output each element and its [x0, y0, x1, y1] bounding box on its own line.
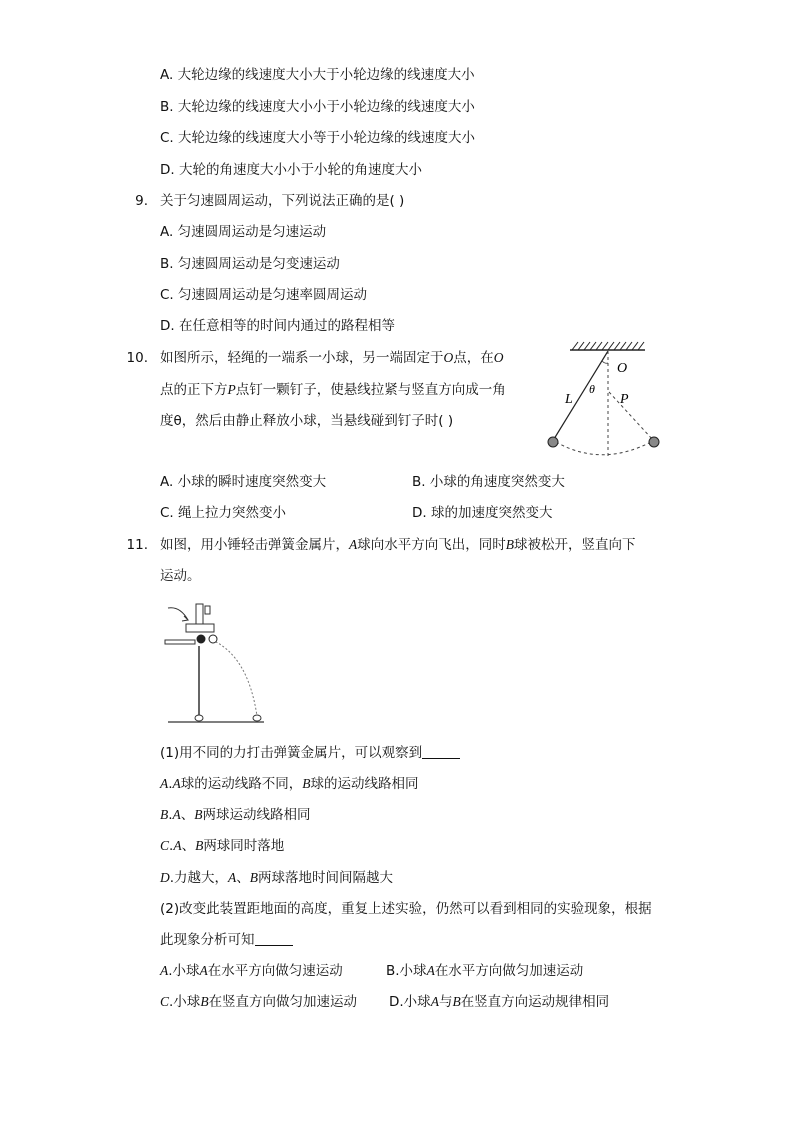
label-theta: θ [589, 382, 595, 396]
q10-stem-line3: 度θ，然后由静止释放小球，当悬线碰到钉子时( ) [160, 413, 454, 429]
trajectory [212, 640, 257, 716]
q11-part2-option-c: C.小球B在竖直方向做匀加速运动 [160, 994, 358, 1010]
landing-ball-b [195, 715, 203, 721]
ball-left [548, 437, 558, 447]
landing-ball-a [253, 715, 261, 721]
label-p: P [620, 392, 629, 407]
stand-base-top [186, 624, 214, 632]
swing-right-dashed [609, 392, 653, 440]
q11-part2-option-d: D.小球A与B在竖直方向运动规律相同 [389, 994, 610, 1010]
ball-right [649, 437, 659, 447]
q11-part1-option-a: A.A球的运动线路不同，B球的运动线路相同 [160, 776, 419, 792]
ball-a [209, 635, 217, 643]
horizontal-arm [165, 640, 195, 644]
ball-b [197, 635, 205, 643]
ceiling [570, 342, 645, 350]
q10-option-d: D. 球的加速度突然变大 [412, 505, 553, 521]
q11-part1-stem: (1)用不同的力打击弹簧金属片，可以观察到 [160, 744, 460, 762]
q10-option-c: C. 绳上拉力突然变小 [160, 505, 287, 521]
q11-part1-option-b: B.A、B两球运动线路相同 [160, 807, 311, 823]
q9-option-a: A. 匀速圆周运动是匀速运动 [160, 224, 327, 240]
label-o: O [617, 361, 628, 376]
q8-option-c: C. 大轮边缘的线速度大小等于小轮边缘的线速度大小 [160, 130, 476, 146]
q10-option-a: A. 小球的瞬时速度突然变大 [160, 474, 327, 490]
q11-part2-option-a: A.小球A在水平方向做匀速运动 [160, 963, 343, 979]
q9-stem: 关于匀速圆周运动，下列说法正确的是( ) [160, 193, 405, 209]
q10-stem-line2: 点的正下方P点钉一颗钉子，使悬线拉紧与竖直方向成一角 [160, 382, 506, 398]
q11-stem-line2: 运动。 [160, 568, 201, 584]
answer-blank[interactable] [255, 932, 293, 946]
q11-part1-option-c: C.A、B两球同时落地 [160, 838, 285, 854]
q10-number: 10. [126, 350, 148, 366]
swing-arc [556, 441, 653, 455]
apparatus-figure [160, 598, 270, 728]
q11-part2-option-b: B.小球A在水平方向做匀加速运动 [386, 963, 584, 979]
q11-stem-line1: 如图，用小锤轻击弹簧金属片，A球向水平方向飞出，同时B球被松开，竖直向下 [160, 537, 636, 553]
rope [554, 351, 608, 439]
q8-option-b: B. 大轮边缘的线速度大小小于小轮边缘的线速度大小 [160, 99, 475, 115]
q8-option-a: A. 大轮边缘的线速度大小大于小轮边缘的线速度大小 [160, 67, 475, 83]
q9-option-d: D. 在任意相等的时间内通过的路程相等 [160, 318, 395, 334]
q9-option-b: B. 匀速圆周运动是匀变速运动 [160, 256, 340, 272]
hammer-arrow [168, 608, 188, 620]
q9-option-c: C. 匀速圆周运动是匀速率圆周运动 [160, 287, 368, 303]
q11-part2-stem-line2: 此现象分析可知 [160, 931, 293, 949]
answer-blank[interactable] [422, 745, 460, 759]
q10-stem-line1: 如图所示，轻绳的一端系一小球，另一端固定于O点，在O [160, 350, 504, 366]
q11-number: 11. [126, 537, 148, 553]
q10-option-b: B. 小球的角速度突然变大 [412, 474, 565, 490]
q9-number: 9. [135, 193, 148, 209]
q8-option-d: D. 大轮的角速度大小小于小轮的角速度大小 [160, 162, 422, 178]
q11-part1-option-d: D.力越大，A、B两球落地时间间隔越大 [160, 870, 394, 886]
label-l: L [565, 392, 573, 407]
angle-arc [602, 361, 608, 363]
pendulum-figure [540, 338, 670, 468]
q11-part2-stem-line1: (2)改变此装置距地面的高度，重复上述实验，仍然可以看到相同的实验现象，根据 [160, 901, 652, 917]
stand-upright [196, 604, 203, 626]
